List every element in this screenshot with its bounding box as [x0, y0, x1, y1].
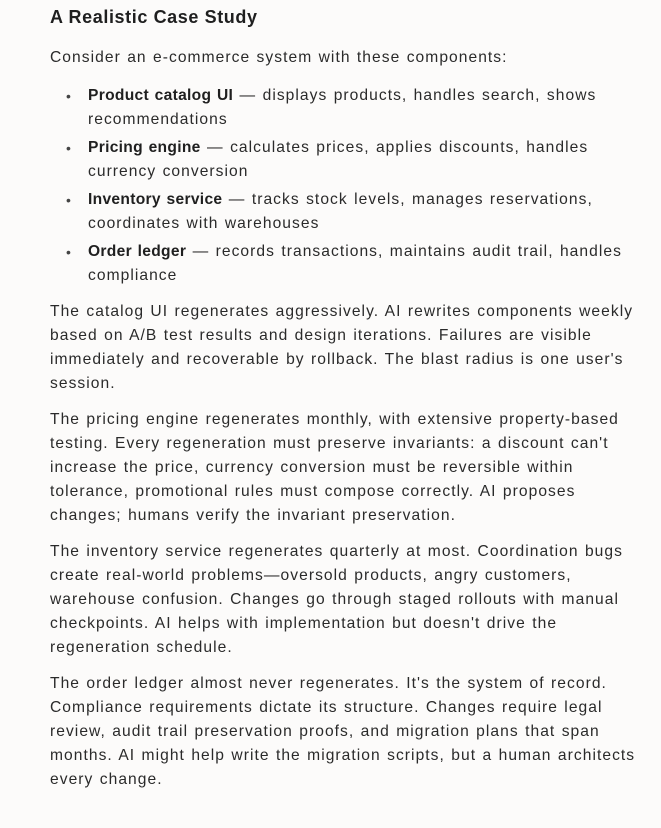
- list-item-order-ledger: [66, 240, 646, 288]
- list-item-inventory-service: [66, 188, 646, 236]
- paragraph-pricing-engine: The pricing engine regenerates monthly, with extensive property-based testing. Every regeneration must preserve invariants: a discount can't increase the price, currency conversion must be reversible within tolerance, promotional rules must compose correctly. AI proposes changes; humans verify the invariant preservation.: [50, 411, 619, 524]
- paragraph-inventory-service: The inventory service regenerates quarterly at most. Coordination bugs create real-world problems—oversold products, angry customers, warehouse confusion. Changes go through staged rollouts with manual checkpoints. AI helps with implementation but doesn't drive the regeneration schedule.: [50, 543, 623, 656]
- bullet-icon: •: [66, 244, 72, 260]
- component-term: Order ledger: [88, 243, 187, 260]
- list-item-pricing-engine: [66, 136, 646, 184]
- component-description: displays products, handles search, shows recommendations: [88, 87, 597, 128]
- separator: —: [233, 87, 263, 104]
- paragraph-catalog-ui: The catalog UI regenerates aggressively. AI rewrites components weekly based on A/B test results and design iterations. Failures are visible immediately and recoverable by rollback. The blast radius is one user's session.: [50, 303, 634, 392]
- component-term: Inventory service: [88, 191, 223, 208]
- intro-paragraph: Consider an e-commerce system with these components:: [50, 49, 508, 66]
- component-list: [50, 84, 646, 288]
- component-description: calculates prices, applies discounts, handles currency conversion: [88, 139, 589, 180]
- separator: —: [222, 191, 252, 208]
- component-term: Product catalog UI: [88, 87, 234, 104]
- separator: —: [200, 139, 231, 156]
- bullet-icon: •: [66, 140, 72, 156]
- list-item-product-catalog: [66, 84, 646, 132]
- component-description: records transactions, maintains audit trail, handles compliance: [88, 243, 622, 284]
- paragraph-order-ledger: The order ledger almost never regenerates. It's the system of record. Compliance requirements dictate its structure. Changes require legal review, audit trail preservation proofs, and migration plans that span months. AI might help write the migration scripts, but a human architects every change.: [50, 675, 636, 788]
- separator: —: [186, 243, 216, 260]
- bullet-icon: •: [66, 88, 72, 104]
- bullet-icon: •: [66, 192, 72, 208]
- component-term: Pricing engine: [88, 139, 201, 156]
- section-heading: A Realistic Case Study: [50, 7, 258, 27]
- component-description: tracks stock levels, manages reservations, coordinates with warehouses: [88, 191, 593, 232]
